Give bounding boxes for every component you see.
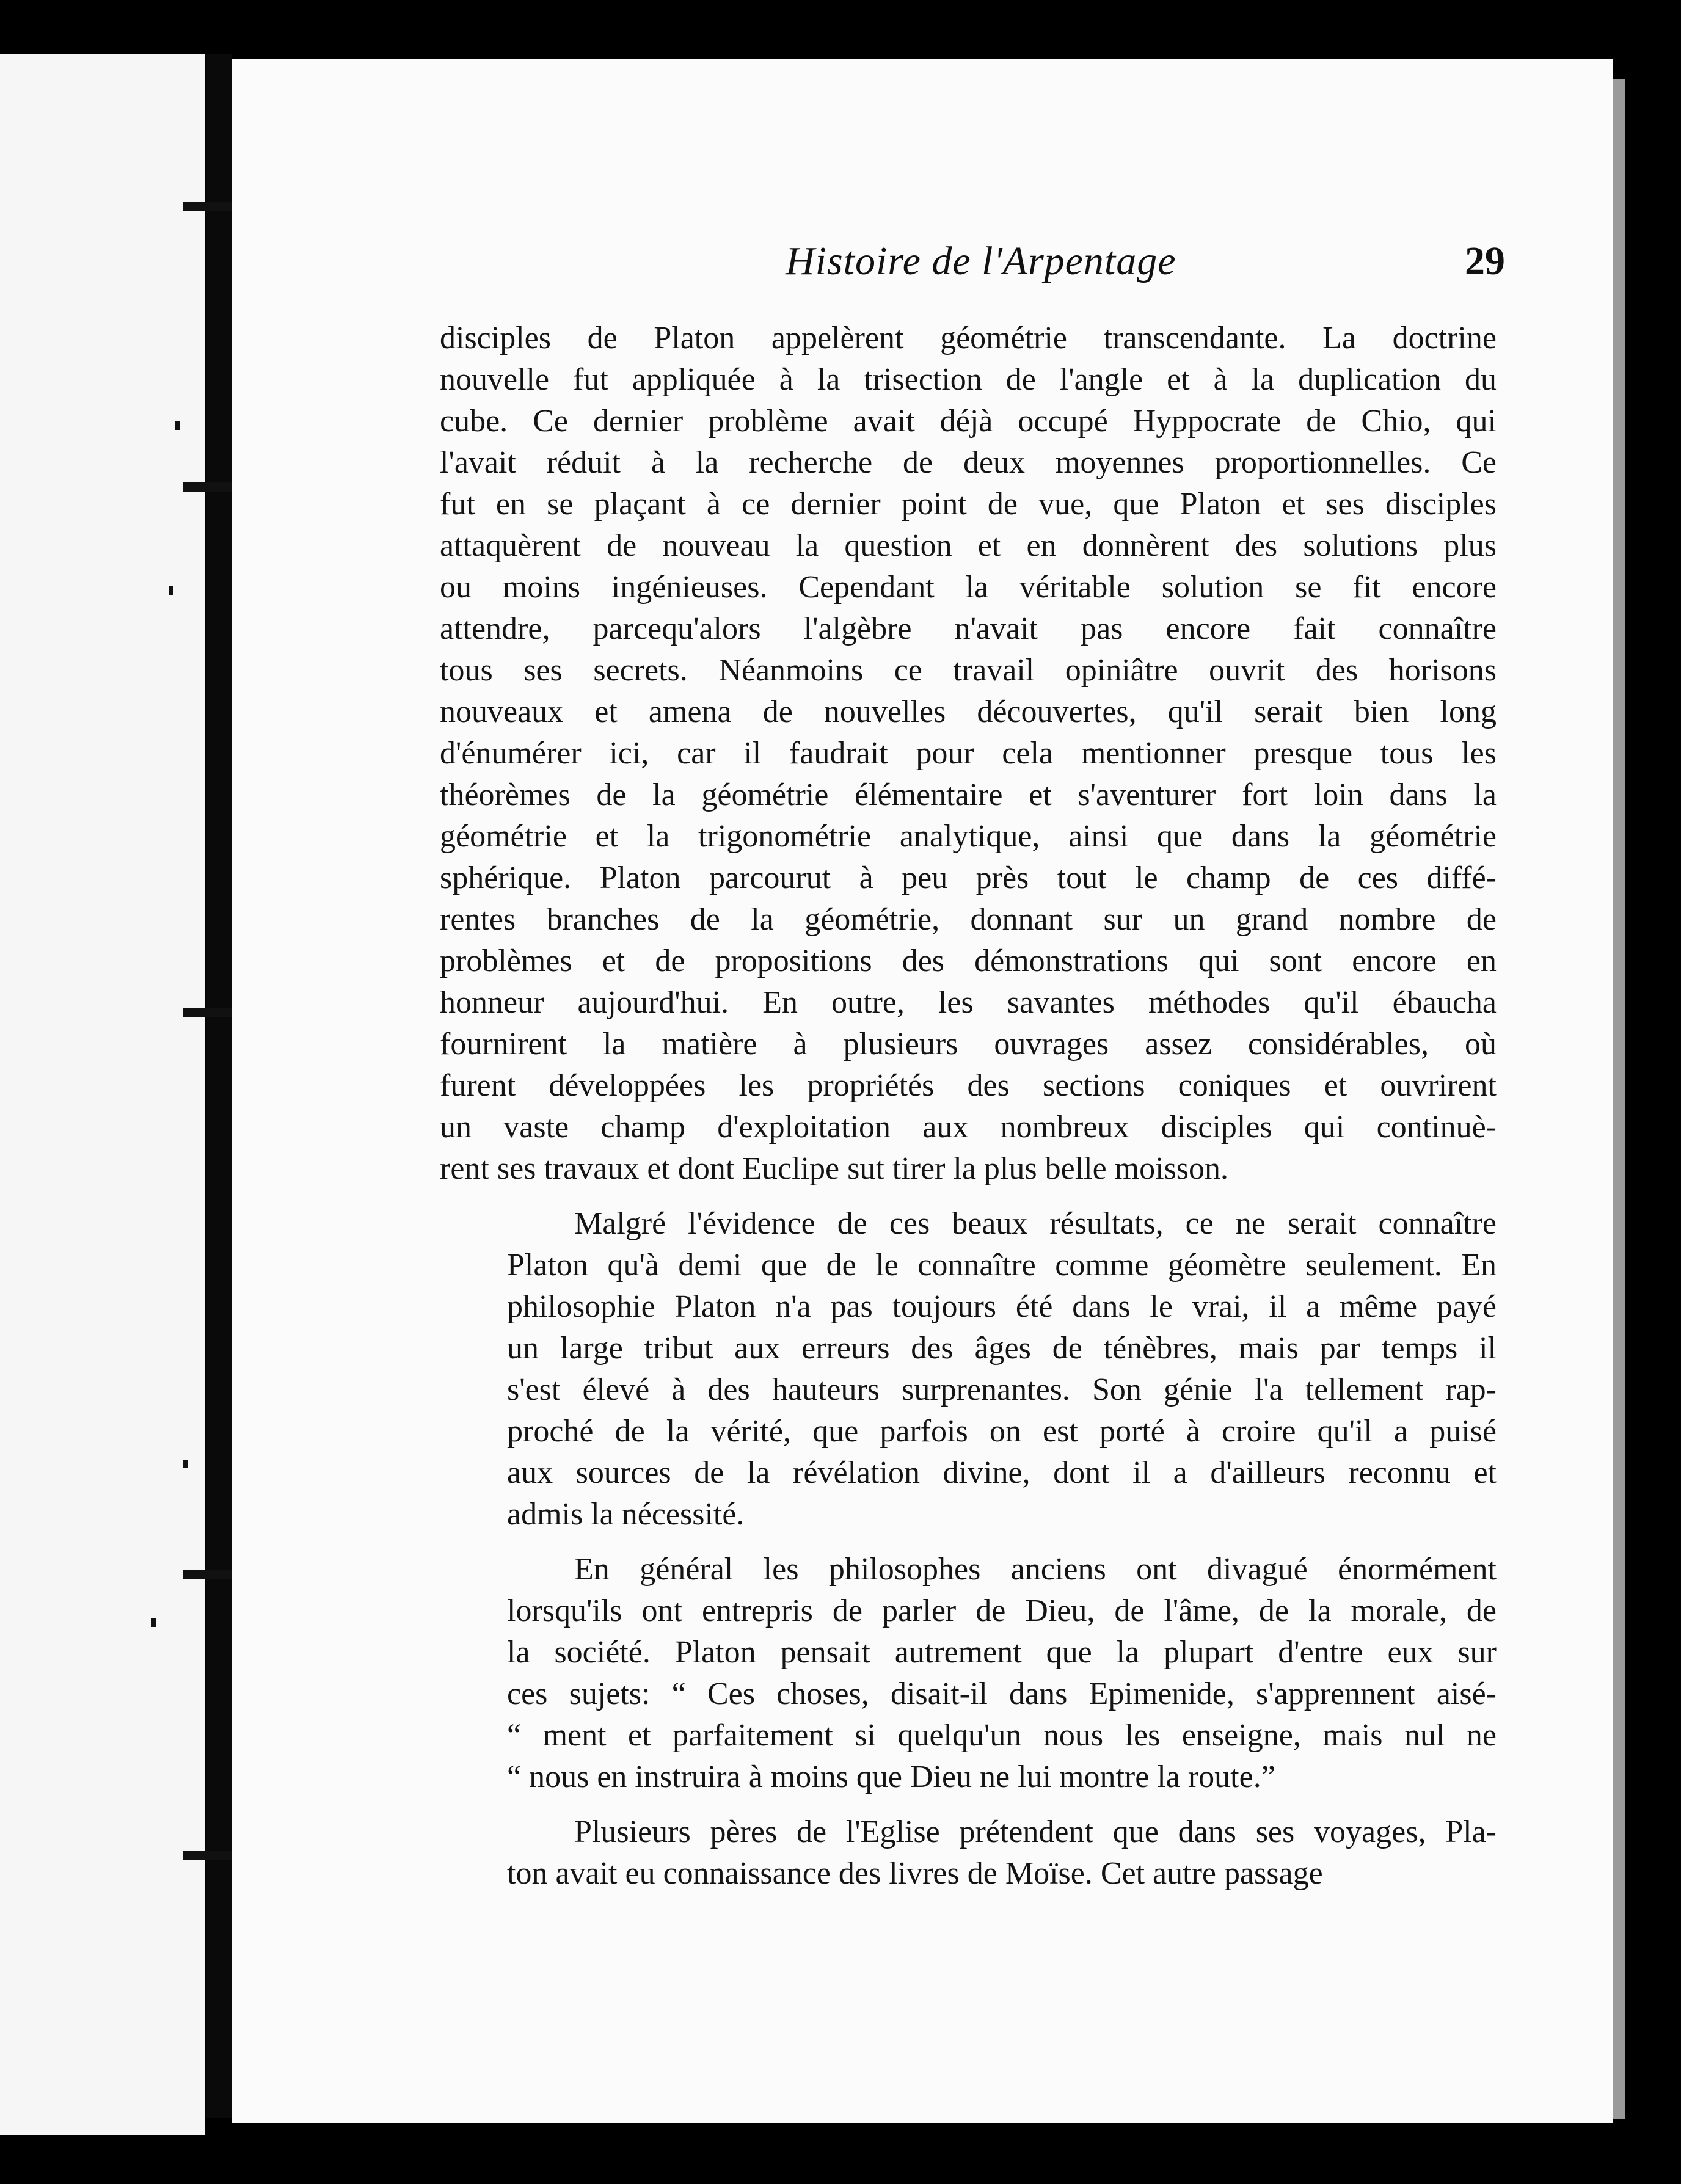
text-line: nouvelle fut appliquée à la trisection de l'angle et à la duplication du (440, 362, 1497, 397)
text-line: admis la nécessité. (507, 1497, 745, 1532)
text-line: furent développées les propriétés des sections coniques et ouvrirent (440, 1068, 1497, 1103)
text-line: s'est élevé à des hauteurs surprenantes. Son génie l'a tellement rap- (507, 1372, 1497, 1407)
text-line: cube. Ce dernier problème avait déjà occupé Hyppocrate de Chio, qui (440, 404, 1497, 439)
binding-mark (151, 1618, 156, 1627)
running-head: Histoire de l'Arpentage (786, 239, 1176, 283)
binding-mark (183, 1460, 188, 1468)
text-line: Platon qu'à demi que de le connaître comme géomètre seulement. En (507, 1248, 1497, 1283)
text-line: attaquèrent de nouveau la question et en donnèrent des solutions plus (440, 528, 1497, 563)
text-line: En général les philosophes anciens ont divagué énormément (574, 1552, 1497, 1587)
text-line: tous ses secrets. Néanmoins ce travail opiniâtre ouvrit des horisons (440, 653, 1497, 688)
text-line: “ ment et parfaitement si quelqu'un nous les enseigne, mais nul ne (507, 1718, 1497, 1753)
text-line: aux sources de la révélation divine, dont il a d'ailleurs reconnu et (507, 1455, 1497, 1490)
text-line: rentes branches de la géométrie, donnant sur un grand nombre de (440, 902, 1497, 937)
text-line: un large tribut aux erreurs des âges de ténèbres, mais par temps il (507, 1331, 1497, 1366)
book-binding (206, 54, 232, 2118)
text-line: sphérique. Platon parcourut à peu près tout le champ de ces diffé- (440, 861, 1497, 895)
paragraph (440, 1549, 1497, 1798)
text-line: Plusieurs pères de l'Eglise prétendent que dans ses voyages, Pla- (574, 1815, 1497, 1849)
text-line: nouveaux et amena de nouvelles découvertes, qu'il serait bien long (440, 694, 1497, 729)
paragraph (440, 318, 1497, 1190)
text-line: un vaste champ d'exploitation aux nombreux disciples qui continuè- (440, 1110, 1497, 1145)
page-number: 29 (1465, 239, 1505, 283)
text-line: ces sujets: “ Ces choses, disait-il dans Epimenide, s'apprennent aisé- (507, 1676, 1497, 1711)
binding-mark (175, 421, 180, 430)
text-line: Malgré l'évidence de ces beaux résultats, ce ne serait connaître (574, 1206, 1497, 1241)
text-line: la société. Platon pensait autrement que la plupart d'entre eux sur (507, 1635, 1497, 1670)
text-line: ou moins ingénieuses. Cependant la véritable solution se fit encore (440, 570, 1497, 605)
text-line: l'avait réduit à la recherche de deux moyennes proportionnelles. Ce (440, 445, 1497, 480)
text-line: théorèmes de la géométrie élémentaire et s'aventurer fort loin dans la (440, 777, 1497, 812)
text-line: rent ses travaux et dont Euclipe sut tirer la plus belle moisson. (440, 1151, 1229, 1186)
text-line: problèmes et de propositions des démonstrations qui sont encore en (440, 944, 1497, 978)
text-line: fournirent la matière à plusieurs ouvrages assez considérables, où (440, 1027, 1497, 1061)
text-line: lorsqu'ils ont entrepris de parler de Dieu, de l'âme, de la morale, de (507, 1593, 1497, 1628)
text-line: géométrie et la trigonométrie analytique, ainsi que dans la géométrie (440, 819, 1497, 854)
text-line: “ nous en instruira à moins que Dieu ne lui montre la route.” (507, 1760, 1275, 1794)
text-line: d'énumérer ici, car il faudrait pour cela mentionner presque tous les (440, 736, 1497, 771)
paragraph (440, 1203, 1497, 1535)
body-text (440, 318, 1497, 1908)
text-line: disciples de Platon appelèrent géométrie transcendante. La doctrine (440, 321, 1497, 355)
text-line: attendre, parcequ'alors l'algèbre n'avait pas encore fait connaître (440, 611, 1497, 646)
text-line: proché de la vérité, que parfois on est porté à croire qu'il a puisé (507, 1414, 1497, 1449)
page-edge-shadow (1613, 79, 1625, 2119)
text-line: honneur aujourd'hui. En outre, les savantes méthodes qu'il ébaucha (440, 985, 1497, 1020)
text-line: philosophie Platon n'a pas toujours été dans le vrai, il a même payé (507, 1289, 1497, 1324)
binding-mark (169, 586, 173, 595)
text-line: fut en se plaçant à ce dernier point de vue, que Platon et ses disciples (440, 487, 1497, 522)
facing-page-edge (0, 54, 205, 2135)
paragraph (440, 1811, 1497, 1895)
text-line: ton avait eu connaissance des livres de Moïse. Cet autre passage (507, 1856, 1323, 1891)
